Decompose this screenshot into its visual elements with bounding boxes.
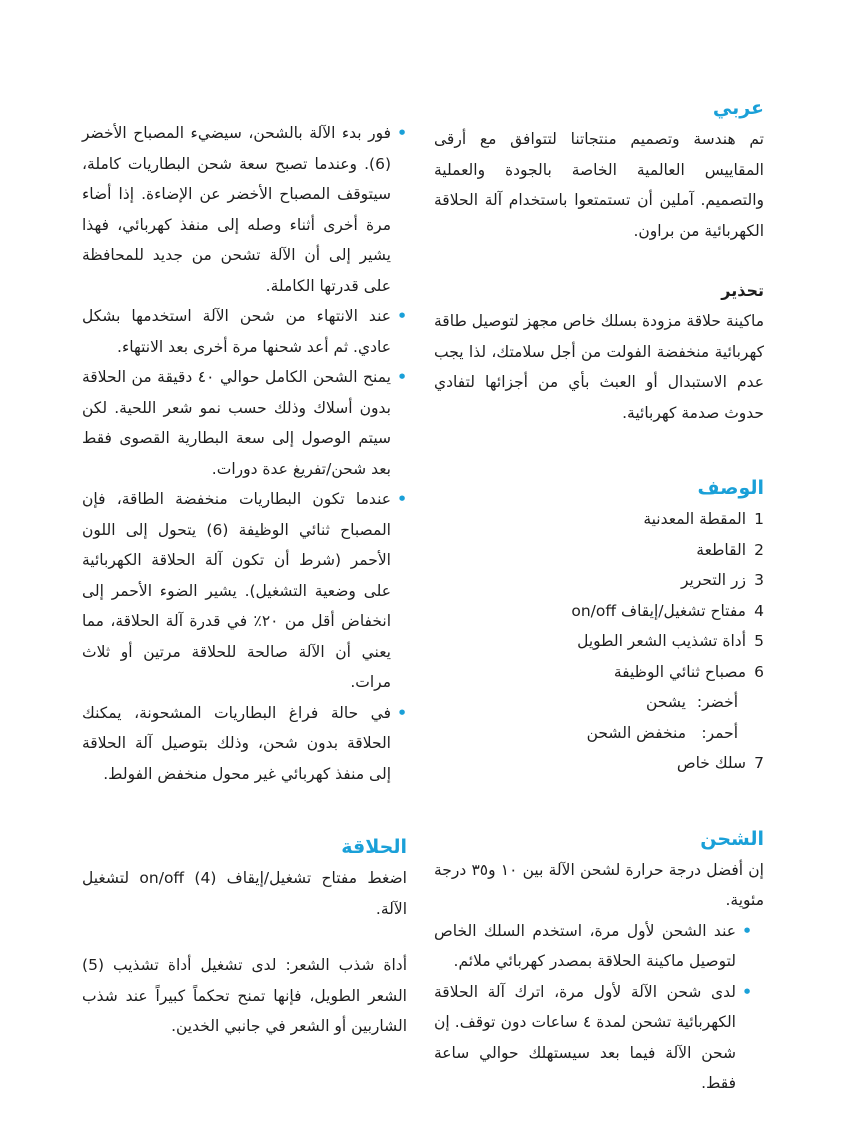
warning-text: ماكينة حلاقة مزودة بسلك خاص مجهز لتوصيل طاقة كهربائية منخفضة الفولت من أجل سلامتك، لذا يجب عدم الاستبدال أو العبث بأي من أجزائها لتفادي حدوث صدمة كهربائية.: [434, 312, 764, 422]
bullet-item: • عند الشحن لأول مرة، استخدم السلك الخاص لتوصيل ماكينة الحلاقة بمصدر كهربائي ملائم.: [434, 916, 752, 977]
charging-heading: الشحن: [700, 827, 764, 850]
bullet-item: • عند الانتهاء من شحن الآلة استخدمها بشكل عادي. ثم أعد شحنها مرة أخرى بعد الانتهاء.: [82, 301, 407, 362]
left-bullets: [82, 118, 407, 789]
list-item: 2 القاطعة: [696, 540, 764, 559]
intro-text: تم هندسة وتصميم منتجاتنا لتتوافق مع أرقى المقاييس العالمية الخاصة بالجودة والعملية والتصميم. آملين أن تستمتعوا باستخدام آلة الحلاقة الكهربائية من براون.: [434, 130, 764, 240]
intro-heading: عربي: [712, 97, 764, 119]
list-item: 3 زر التحرير: [680, 571, 764, 589]
charging-text: إن أفضل درجة حرارة لشحن الآلة بين ١٠ و٣٥ درجة مئوية.: [434, 860, 764, 909]
lamp-state-red: أحمر: منخفض الشحن: [586, 723, 738, 742]
list-item: 5 أداة تشذيب الشعر الطويل: [577, 632, 764, 650]
bullet-item: • فور بدء الآلة بالشحن، سيضيء المصباح الأخضر (6). وعندما تصبح سعة شحن البطاريات كاملة، سيتوقف المصباح الأخضر عن الإضاءة. إذا أضاء مرة أخرى أثناء وصله إلى منفذ كهربائي، فهذا يشير إلى أن الآلة تشحن من جديد للمحافظة على قدرتها الكاملة.: [82, 118, 407, 301]
bullet-item: • لدى شحن الآلة لأول مرة، اترك آلة الحلاقة الكهربائية تشحن لمدة ٤ ساعات دون توقف. إن شحن الآلة فيما بعد سيستهلك حوالي ساعة فقط.: [434, 977, 752, 1099]
description-heading: الوصف: [697, 477, 764, 499]
bullet-item: • عندما تكون البطاريات منخفضة الطاقة، فإن المصباح ثنائي الوظيفة (6) يتحول إلى اللون الأحمر (شرط أن تكون آلة الحلاقة الكهربائية على وضعية التشغيل). يشير الضوء الأحمر إلى انخفاض أقل من ٢٠٪ في قدرة آلة الحلاقة، مما يعني أن الآلة صالحة للحلاقة مرتين أو ثلاث مرات.: [82, 484, 407, 698]
list-item: 6 مصباح ثنائي الوظيفة: [613, 662, 764, 681]
left-column: [82, 118, 407, 1042]
list-item: 7 سلك خاص: [676, 754, 764, 772]
list-item: 1 المقطة المعدنية: [643, 510, 764, 528]
shaving-heading: الحلاقة: [341, 836, 407, 858]
list-item: 4 مفتاح تشغيل/إيقاف on/off: [571, 601, 764, 620]
charging-bullets: [434, 916, 764, 1099]
warning-heading: تحذير: [721, 281, 764, 300]
right-column: [434, 92, 764, 1099]
description-list: [434, 504, 764, 779]
bullet-item: • في حالة فراغ البطاريات المشحونة، يمكنك الحلاقة بدون شحن، وذلك بتوصيل آلة الحلاقة إلى منفذ كهربائي غير محول منخفض الفولط.: [82, 698, 407, 790]
shaving-text-2: أداة شذب الشعر: لدى تشغيل أداة تشذيب (5) الشعر الطويل، فإنها تمنح تحكماً كبيراً عند شذب الشاربين أو الشعر في جانبي الخدين.: [82, 956, 407, 1035]
lamp-state-green: أخضر: يشحن: [646, 693, 738, 711]
shaving-text-1: اضغط مفتاح تشغيل/إيقاف on/off (4) لتشغيل الآلة.: [82, 869, 407, 918]
bullet-item: • يمنح الشحن الكامل حوالي ٤٠ دقيقة من الحلاقة بدون أسلاك وذلك حسب نمو شعر اللحية. لكن سيتم الوصول إلى سعة البطارية القصوى فقط بعد شحن/تفريغ عدة دورات.: [82, 362, 407, 484]
